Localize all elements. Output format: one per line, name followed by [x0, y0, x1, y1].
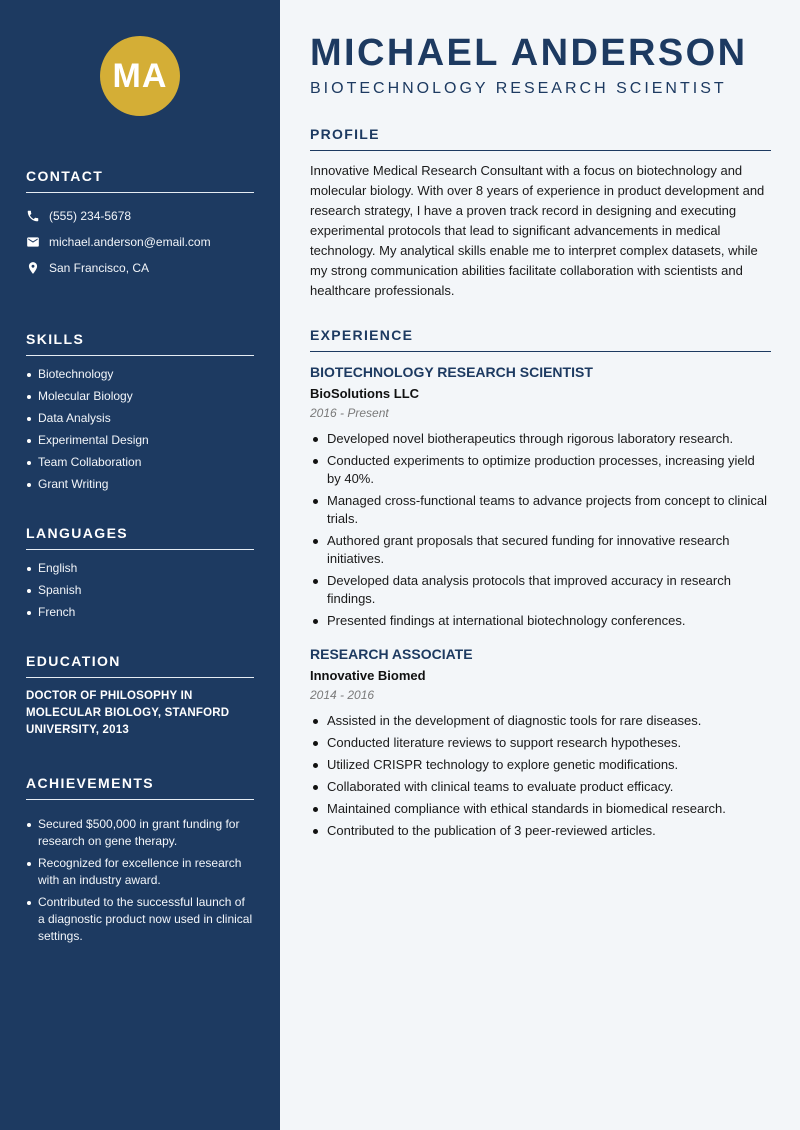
contact-list	[26, 203, 254, 281]
job-company: Innovative Biomed	[310, 668, 426, 683]
phone-icon	[26, 209, 40, 223]
experience-section	[310, 327, 771, 840]
job-bullet: Managed cross-functional teams to advance projects from concept to clinical trials.	[310, 492, 771, 528]
job-entry	[310, 364, 771, 630]
job-dates: 2014 - 2016	[310, 688, 375, 702]
experience-heading: EXPERIENCE	[310, 327, 771, 352]
job-bullets	[310, 712, 771, 840]
achievements-heading: ACHIEVEMENTS	[26, 775, 254, 800]
profile-text: Innovative Medical Research Consultant with a focus on biotechnology and molecular biology. With over 8 years of experience in product development and research strategy, I have a proven track record in designing and executing experimental protocols that lead to significant advancements in medical technology. My analytical skills enable me to interpret complex datasets, while my strong communication abilities facilitate collaboration with scientists and healthcare professionals.	[310, 163, 765, 298]
education-section	[26, 653, 254, 739]
job-company: BioSolutions LLC	[310, 386, 420, 401]
contact-location-text: San Francisco, CA	[49, 261, 150, 275]
job-bullets	[310, 430, 771, 630]
skill-item: Molecular Biology	[26, 388, 254, 405]
contact-location	[26, 255, 254, 281]
language-item: Spanish	[26, 582, 254, 599]
languages-list	[26, 560, 254, 621]
job-title: BIOTECHNOLOGY RESEARCH SCIENTIST	[310, 364, 593, 380]
job-bullet: Developed novel biotherapeutics through rigorous laboratory research.	[310, 430, 771, 448]
main-content	[280, 0, 800, 1130]
achievements-list	[26, 816, 254, 945]
contact-email	[26, 229, 254, 255]
sidebar	[0, 0, 280, 1130]
job-bullet: Contributed to the publication of 3 peer-reviewed articles.	[310, 822, 771, 840]
job-bullet: Conducted experiments to optimize production processes, increasing yield by 40%.	[310, 452, 771, 488]
contact-phone	[26, 203, 254, 229]
language-item: French	[26, 604, 254, 621]
languages-section	[26, 525, 254, 621]
language-item: English	[26, 560, 254, 577]
avatar: MA	[100, 36, 180, 116]
person-title: BIOTECHNOLOGY RESEARCH SCIENTIST	[310, 80, 727, 97]
job-bullet: Authored grant proposals that secured funding for innovative research initiatives.	[310, 532, 771, 568]
contact-heading: CONTACT	[26, 168, 254, 193]
job-bullet: Maintained compliance with ethical standards in biomedical research.	[310, 800, 771, 818]
job-entry	[310, 646, 771, 840]
skill-item: Grant Writing	[26, 476, 254, 493]
skill-item: Biotechnology	[26, 366, 254, 383]
job-bullet: Conducted literature reviews to support research hypotheses.	[310, 734, 771, 752]
achievement-item: Contributed to the successful launch of a diagnostic product now used in clinical settings.	[26, 894, 254, 945]
mail-icon	[26, 235, 40, 249]
skills-list	[26, 366, 254, 493]
skill-item: Experimental Design	[26, 432, 254, 449]
contact-section	[26, 168, 254, 281]
location-pin-icon	[26, 261, 40, 275]
achievement-item: Secured $500,000 in grant funding for research on gene therapy.	[26, 816, 254, 850]
skills-section	[26, 331, 254, 493]
achievement-item: Recognized for excellence in research with an industry award.	[26, 855, 254, 889]
job-bullet: Assisted in the development of diagnostic tools for rare diseases.	[310, 712, 771, 730]
skill-item: Data Analysis	[26, 410, 254, 427]
contact-phone-text: (555) 234-5678	[49, 209, 132, 223]
person-name: MICHAEL ANDERSON	[310, 32, 748, 74]
languages-heading: LANGUAGES	[26, 525, 254, 550]
job-bullet: Developed data analysis protocols that improved accuracy in research findings.	[310, 572, 771, 608]
skill-item: Team Collaboration	[26, 454, 254, 471]
job-bullet: Collaborated with clinical teams to evaluate product efficacy.	[310, 778, 771, 796]
skills-heading: SKILLS	[26, 331, 254, 356]
job-bullet: Utilized CRISPR technology to explore genetic modifications.	[310, 756, 771, 774]
education-heading: EDUCATION	[26, 653, 254, 678]
profile-section	[310, 126, 771, 301]
education-degree: DOCTOR OF PHILOSOPHY IN MOLECULAR BIOLOGY, STANFORD UNIVERSITY, 2013	[26, 690, 230, 736]
achievements-section	[26, 775, 254, 945]
job-title: RESEARCH ASSOCIATE	[310, 646, 473, 662]
profile-heading: PROFILE	[310, 126, 771, 151]
job-bullet: Presented findings at international biotechnology conferences.	[310, 612, 771, 630]
contact-email-text[interactable]: michael.anderson@email.com	[49, 235, 211, 249]
job-dates: 2016 - Present	[310, 406, 389, 420]
